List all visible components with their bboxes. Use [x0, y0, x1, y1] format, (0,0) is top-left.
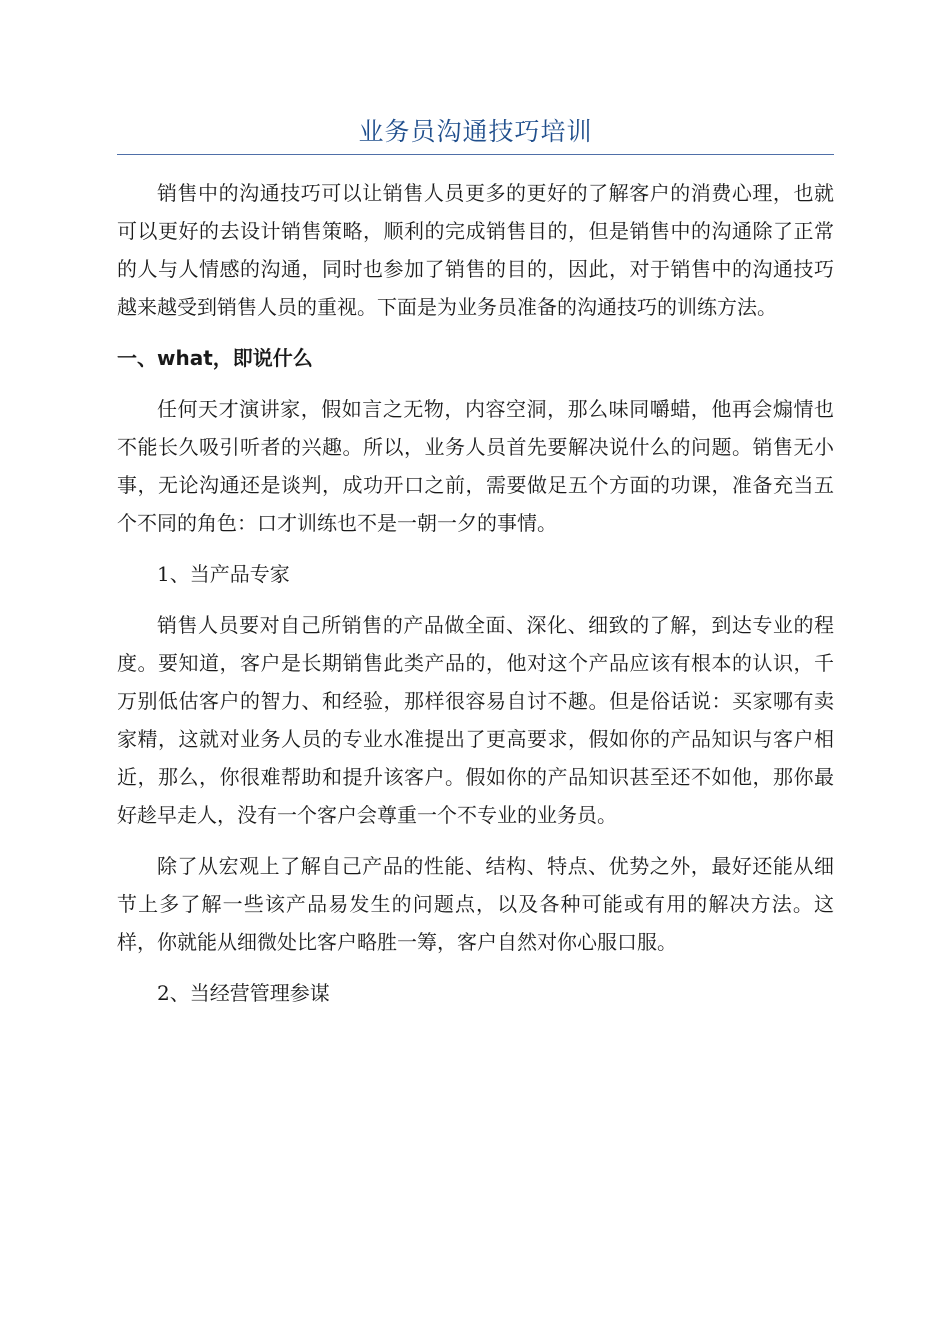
document-body [117, 174, 834, 1012]
title-underline [117, 154, 834, 155]
section-paragraph-what: 任何天才演讲家，假如言之无物，内容空洞，那么味同嚼蜡，他再会煽情也不能长久吸引听者的兴趣。所以，业务人员首先要解决说什么的问题。销售无小事，无论沟通还是谈判，成功开口之前，需要做足五个方面的功课，准备充当五个不同的角色：口才训练也不是一朝一夕的事情。 [117, 397, 834, 535]
document-title: 业务员沟通技巧培训 [358, 117, 593, 146]
paragraph-product-expert-2: 除了从宏观上了解自己产品的性能、结构、特点、优势之外，最好还能从细节上多了解一些该产品易发生的问题点，以及各种可能或有用的解决方法。这样，你就能从细微处比客户略胜一筹，客户自然对你心服口服。 [117, 854, 834, 954]
section-heading-what: 一、what，即说什么 [117, 346, 313, 370]
intro-paragraph: 销售中的沟通技巧可以让销售人员更多的更好的了解客户的消费心理，也就可以更好的去设计销售策略，顺利的完成销售目的，但是销售中的沟通除了正常的人与人情感的沟通，同时也参加了销售的目的，因此，对于销售中的沟通技巧越来越受到销售人员的重视。下面是为业务员准备的沟通技巧的训练方法。 [117, 181, 834, 319]
paragraph-product-expert-1: 销售人员要对自己所销售的产品做全面、深化、细致的了解，到达专业的程度。要知道，客户是长期销售此类产品的，他对这个产品应该有根本的认识，千万别低估客户的智力、和经验，那样很容易自讨不趣。但是俗话说：买家哪有卖家精，这就对业务人员的专业水准提出了更高要求，假如你的产品知识与客户相近，那么，你很难帮助和提升该客户。假如你的产品知识甚至还不如他，那你最好趁早走人，没有一个客户会尊重一个不专业的业务员。 [117, 613, 834, 827]
subheading-product-expert: 1、当产品专家 [157, 562, 290, 586]
subheading-management-advisor: 2、当经营管理参谋 [157, 981, 330, 1005]
